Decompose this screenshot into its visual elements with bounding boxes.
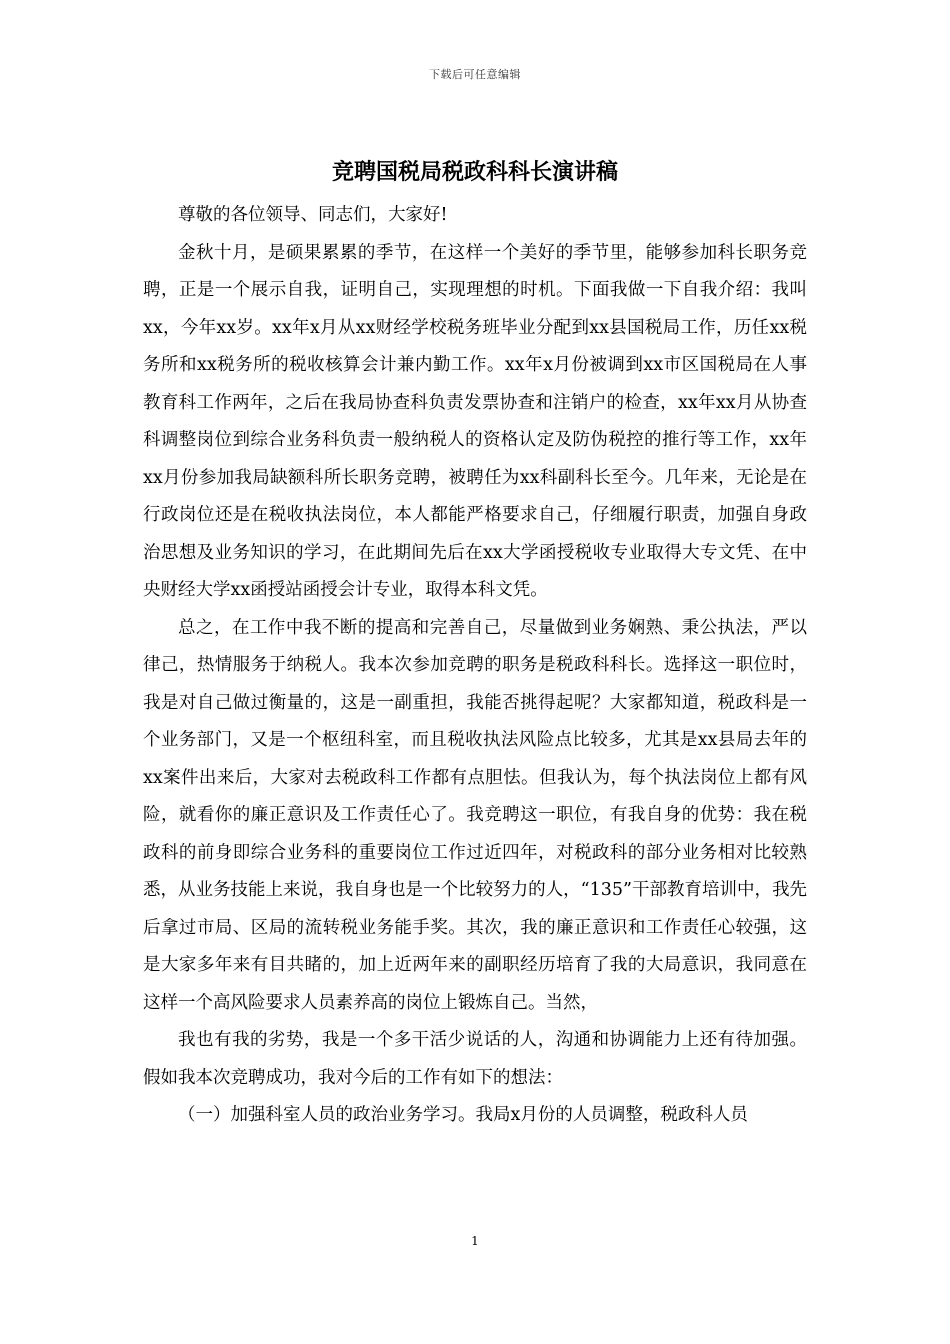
header-note: 下载后可任意编辑	[429, 68, 521, 81]
body-paragraph: （一）加强科室人员的政治业务学习。我局x月份的人员调整，税政科人员	[178, 1105, 748, 1125]
document-title: 竞聘国税局税政科科长演讲稿	[331, 159, 618, 185]
body-paragraph: 总之，在工作中我不断的提高和完善自己，尽量做到业务娴熟、秉公执法，严以律己，热情服务于纳税人。我本次参加竞聘的职务是税政科科长。选择这一职位时，我是对自己做过衡量的，这是一副重担，我能否挑得起呢？大家都知道，税政科是一个业务部门，又是一个枢纽科室，而且税收执法风险点比较多，尤其是xx县局去年的xx案件出来后，大家对去税政科工作都有点胆怯。但我认为，每个执法岗位上都有风险，就看你的廉正意识及工作责任心了。我竞聘这一职位，有我自身的优势：我在税政科的前身即综合业务科的重要岗位工作过近四年，对税政科的部分业务相对比较熟悉，从业务技能上来说，我自身也是一个比较努力的人，“135”干部教育培训中，我先后拿过市局、区局的流转税业务能手奖。其次，我的廉正意识和工作责任心较强，这是大家多年来有目共睹的，加上近两年来的副职经历培育了我的大局意识，我同意在这样一个高风险要求人员素养高的岗位上锻炼自己。当然，	[143, 617, 807, 1013]
body-paragraph: 我也有我的劣势，我是一个多干活少说话的人，沟通和协调能力上还有待加强。假如我本次竞聘成功，我对今后的工作有如下的想法：	[143, 1030, 807, 1088]
page-number: 1	[471, 1234, 479, 1248]
body-paragraph: 金秋十月，是硕果累累的季节，在这样一个美好的季节里，能够参加科长职务竞聘，正是一个展示自我，证明自己，实现理想的时机。下面我做一下自我介绍：我叫xx，今年xx岁。xx年x月从xx财经学校税务班毕业分配到xx县国税局工作，历任xx税务所和xx税务所的税收核算会计兼内勤工作。xx年x月份被调到xx市区国税局在人事教育科工作两年，之后在我局协查科负责发票协查和注销户的检查，xx年xx月从协查科调整岗位到综合业务科负责一般纳税人的资格认定及防伪税控的推行等工作，xx年xx月份参加我局缺额科所长职务竞聘，被聘任为xx科副科长至今。几年来，无论是在行政岗位还是在税收执法岗位，本人都能严格要求自己，仔细履行职责，加强自身政治思想及业务知识的学习，在此期间先后在xx大学函授税收专业取得大专文凭、在中央财经大学xx函授站函授会计专业，取得本科文凭。	[143, 242, 807, 600]
document-body	[143, 197, 807, 1135]
greeting-paragraph: 尊敬的各位领导、同志们，大家好!	[178, 205, 448, 225]
